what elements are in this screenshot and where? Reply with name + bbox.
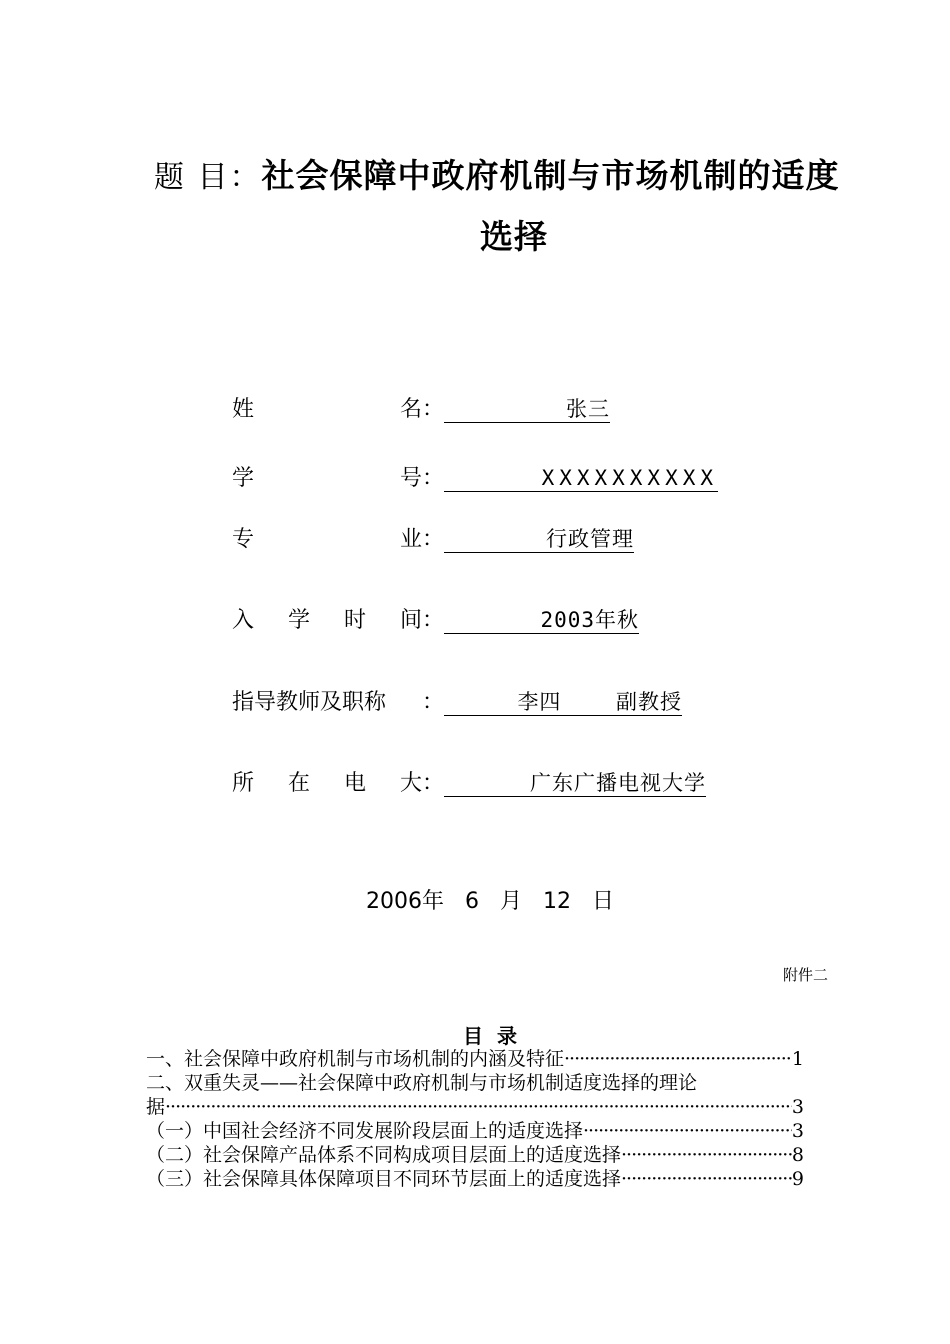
toc-page-number: 8 [791,1144,804,1166]
title-line-1 [140,150,870,197]
toc-entry[interactable]: （三）社会保障具体保障项目不同环节层面上的适度选择 ····· 9 [146,1167,804,1191]
field-advisor-label: 指导教师及职称 [232,690,387,715]
toc-leader-dots [564,1047,792,1071]
toc-entry-line[interactable]: 二、双重失灵——社会保障中政府机制与市场机制适度选择的理论 [146,1072,698,1094]
toc-entry[interactable]: 据 ····· 3 [146,1095,804,1119]
field-university-value: 广东广播电视大学 [444,770,706,797]
toc-entry[interactable]: 一、社会保障中政府机制与市场机制的内涵及特征 ····· 1 [146,1047,804,1071]
field-university-colon: ： [422,771,445,796]
toc-entry[interactable]: （二）社会保障产品体系不同构成项目层面上的适度选择 ····· 8 [146,1143,804,1167]
field-student-id-value: XXXXXXXXXX [444,465,718,492]
submission-date: 2006年 6 月 12 日 [366,889,614,914]
field-major-colon: ： [422,527,445,552]
field-student-id-colon: ： [422,466,445,491]
field-university [232,766,706,797]
toc-page-number: 3 [791,1120,804,1142]
field-advisor [232,685,682,716]
toc-leader-dots [621,1143,792,1167]
toc-title: 目 录 [463,1024,517,1048]
toc-page-number: 3 [791,1096,804,1118]
field-enrollment-colon: ： [422,608,445,633]
field-enrollment [232,603,639,634]
thesis-title [140,150,870,258]
toc-page-number: 1 [791,1048,804,1070]
title-prefix: 题 目： [154,160,262,195]
field-university-label: 所 在 电 大 [232,771,422,796]
field-major [232,522,634,553]
field-major-value: 行政管理 [444,526,634,553]
field-name-colon: ： [422,397,445,422]
toc-entry[interactable]: （一）中国社会经济不同发展阶段层面上的适度选择 ····· 3 [146,1119,804,1143]
field-student-id [232,461,718,492]
field-enrollment-label: 入 学 时 间 [232,608,422,633]
field-name-value: 张三 [444,396,610,423]
toc-page-number: 9 [791,1168,804,1190]
field-name [232,392,610,423]
annex-label: 附件二 [782,966,828,984]
field-advisor-colon: ： [422,690,445,715]
toc-leader-dots [165,1095,792,1119]
field-enrollment-value: 2003年秋 [444,607,639,634]
title-line-2: 选择 [480,217,548,256]
field-major-label: 专 业 [232,527,422,552]
field-student-id-label: 学 号 [232,466,422,491]
toc-leader-dots [621,1167,792,1191]
table-of-contents [146,1047,804,1191]
field-name-label: 姓 名 [232,397,422,422]
field-advisor-value: 李四 副教授 [444,689,682,716]
title-main: 社会保障中政府机制与市场机制的适度 [261,156,840,195]
toc-leader-dots [583,1119,792,1143]
